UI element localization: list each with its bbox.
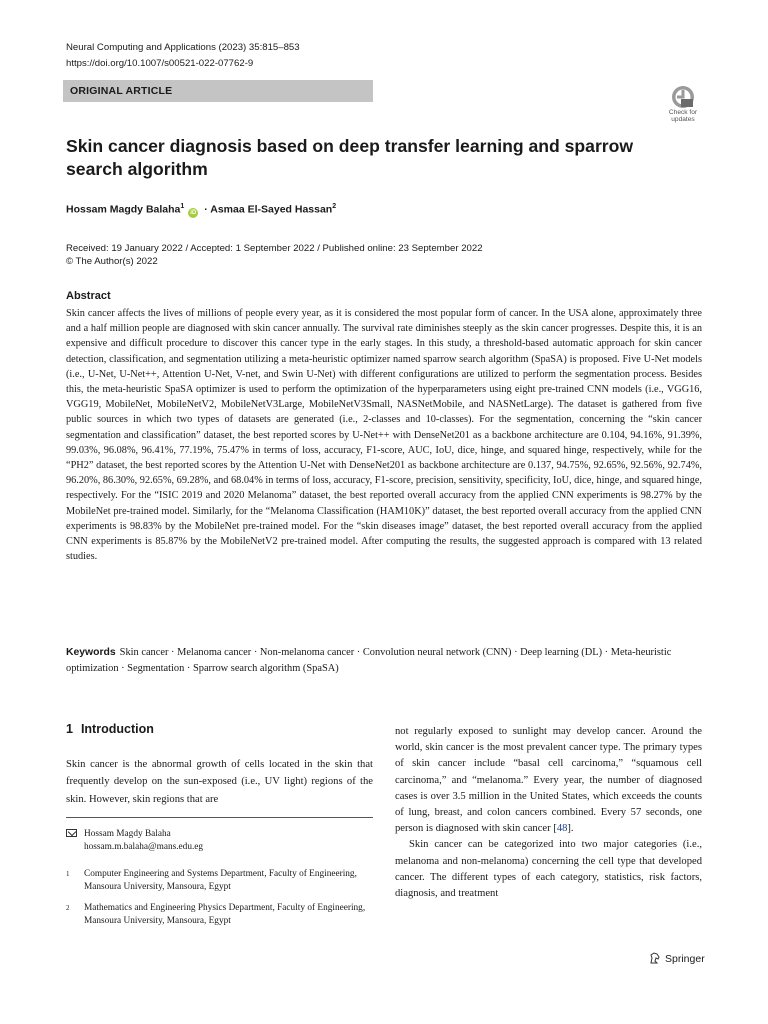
corresponding-author-email[interactable]: hossam.m.balaha@mans.edu.eg bbox=[84, 842, 204, 852]
affiliation-number: 2 bbox=[66, 904, 70, 912]
citation-link[interactable]: 48 bbox=[556, 823, 568, 835]
keywords-list: Skin cancer · Melanoma cancer · Non-melanoma cancer · Convolution neural network (CNN) · Deep learning (DL) · Meta-heuristic optimization · Segmentation · Sparrow search algorithm (SpaSA) bbox=[66, 647, 672, 674]
section-heading bbox=[66, 722, 162, 736]
check-badge-line1: Check for bbox=[668, 109, 698, 116]
section-number: 1 bbox=[66, 722, 73, 736]
affiliation-text: Mathematics and Engineering Physics Department, Faculty of Engineering, Mansoura University, Mansoura, Egypt bbox=[84, 903, 366, 926]
corresponding-author-note bbox=[66, 828, 366, 854]
abstract-heading: Abstract bbox=[66, 290, 111, 302]
check-badge-line2: updates bbox=[671, 116, 695, 123]
body-text: ]. bbox=[567, 823, 574, 835]
author-separator: · bbox=[201, 203, 211, 216]
envelope-icon bbox=[66, 829, 77, 837]
author-affiliation-mark: 1 bbox=[180, 203, 185, 210]
check-for-updates-badge[interactable] bbox=[662, 85, 704, 127]
copyright-notice: © The Author(s) 2022 bbox=[66, 256, 158, 267]
author-name[interactable]: Asmaa El-Sayed Hassan bbox=[210, 203, 333, 216]
footnote-divider bbox=[66, 817, 373, 818]
doi-link[interactable]: https://doi.org/10.1007/s00521-022-07762-9 bbox=[66, 58, 254, 69]
body-paragraph: Skin cancer is the abnormal growth of cells located in the skin that frequently develop on the sun-exposed (i.e., UV light) regions of the skin. However, skin regions that are bbox=[66, 759, 373, 805]
keywords-label: Keywords bbox=[66, 647, 116, 658]
body-paragraph: not regularly exposed to sunlight may develop cancer. Around the world, skin cancer is the most prevalent cancer type. The primary types of skin cancer include “basal cell carcinoma,” “squamous cell carcinoma,” and “melanoma.” Every year, the number of diagnosed cases is over 3.5 million in the United States, which exceeds the counts of lung, breast, and colon cancers combined. Every 57 seconds, one person is diagnosed with skin cancer [ bbox=[395, 726, 702, 835]
publisher-mark bbox=[648, 951, 705, 965]
springer-horse-icon bbox=[648, 951, 662, 965]
body-paragraph: Skin cancer can be categorized into two major categories (i.e., melanoma and non-melanoma) concerning the cell type that developed cancer. The different types of each category, statistics, risk factors, diagnosis, and treatment bbox=[395, 839, 702, 900]
orcid-icon[interactable]: iD bbox=[190, 209, 197, 216]
abstract-text: Skin cancer affects the lives of millions of people every year, as it is considered the most popular form of cancer. In the USA alone, approximately three and a half million people are diagnosed with skin cancer annually. The survival rate diminishes steeply as the skin cancer progresses. Despite this, it is an expensive and difficult procedure to discover this cancer type in the early stages. In this study, a threshold-based automatic approach for skin cancer detection, classification, and segmentation utilizing a meta-heuristic optimizer named sparrow search algorithm (SpaSA) is proposed. Five U-Net models (i.e., U-Net, U-Net++, Attention U-Net, V-net, and Swin U-Net) with different configurations are utilized to perform the segmentation process. Besides this, the meta-heuristic SpaSA optimizer is used to perform the optimization of the hyperparameters using eight pre-trained CNN models (i.e., VGG16, VGG19, MobileNet, MobileNetV2, MobileNetV3Large, MobileNetV3Small, NASNetMobile, and NASNetLarge). The dataset is gathered from five public sources in which two types of datasets are generated (i.e., 2-classes and 10-classes). For the segmentation, concerning the “skin cancer segmentation and classification” dataset, the best reported scores by U-Net++ with DenseNet201 as a backbone architecture are 0.104, 94.16%, 91.39%, 99.03%, 96.08%, 96.41%, 77.19%, 75.47% in terms of loss, accuracy, F1-score, AUC, IoU, dice, hinge, and squared hinge, respectively, while for the “PH2” dataset, the best reported scores by the Attention U-Net with DenseNet201 as backbone architecture are 0.137, 94.75%, 92.65%, 92.56%, 92.74%, 96.20%, 86.30%, 92.65%, 69.28%, and 68.04% in terms of loss, accuracy, F1-score, precision, sensitivity, specificity, IoU, dice, hinge, and squared hinge, respectively. For the “ISIC 2019 and 2020 Melanoma” dataset, the best reported overall accuracy from the applied CNN experiments is 98.27% by the MobileNet pre-trained model. Similarly, for the “Melanoma Classification (HAM10K)” dataset, the best reported overall accuracy from the applied CNN experiments is 98.83% by the MobileNet pre-trained model. For the “skin diseases image” dataset, the best reported overall accuracy from the applied CNN experiments is 85.87% by the MobileNetV2 pre-trained model. After computing the results, the suggested approach is compared with 13 related studies. bbox=[66, 308, 702, 563]
affiliation-note bbox=[66, 902, 366, 928]
author-name[interactable]: Hossam Magdy Balaha bbox=[66, 203, 181, 216]
affiliation-number: 1 bbox=[66, 870, 70, 878]
affiliation-text: Computer Engineering and Systems Department, Faculty of Engineering, Mansoura University, Mansoura, Egypt bbox=[84, 869, 357, 892]
corresponding-author-name: Hossam Magdy Balaha bbox=[84, 829, 171, 839]
history-dates: Received: 19 January 2022 / Accepted: 1 September 2022 / Published online: 23 September 2022 bbox=[66, 243, 483, 254]
publisher-name: Springer bbox=[665, 953, 705, 965]
journal-header bbox=[66, 40, 300, 72]
body-column-right bbox=[395, 724, 702, 902]
author-list bbox=[66, 203, 336, 218]
paper-title: Skin cancer diagnosis based on deep transfer learning and sparrow search algorithm bbox=[66, 136, 634, 179]
check-updates-icon bbox=[671, 85, 695, 109]
article-type-banner: ORIGINAL ARTICLE bbox=[63, 80, 373, 102]
publication-dates bbox=[66, 242, 483, 268]
keywords bbox=[66, 645, 702, 677]
journal-citation: Neural Computing and Applications (2023) 35:815–853 bbox=[66, 42, 300, 53]
affiliation-note bbox=[66, 868, 366, 894]
author-affiliation-mark: 2 bbox=[332, 203, 337, 210]
section-title: Introduction bbox=[80, 722, 154, 736]
